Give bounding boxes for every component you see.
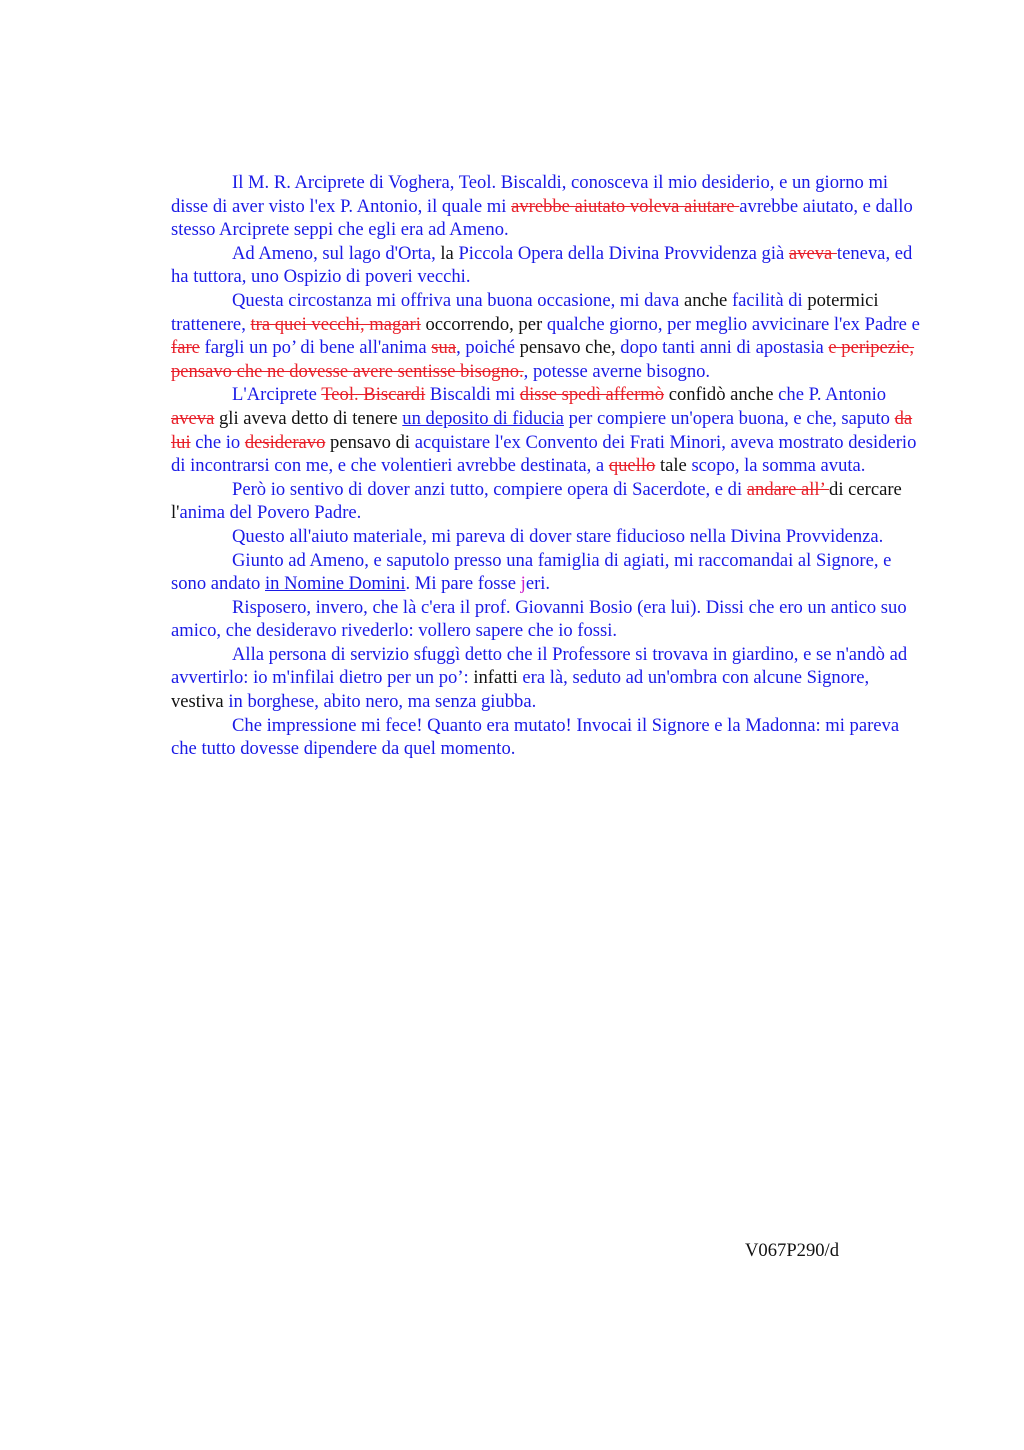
inserted-text: occorrendo, per [420, 313, 547, 335]
text-segment: teneva, ed ha tuttora, uno Ospizio di poveri vecchi. [171, 242, 913, 288]
deleted-text: quello [608, 455, 656, 477]
paragraph [171, 171, 923, 242]
inserted-text: gli aveva detto di tenere [214, 407, 403, 429]
inserted-text: la [440, 242, 459, 264]
paragraph [171, 242, 923, 289]
text-segment: fargli un po’ di bene all'anima [199, 337, 432, 359]
text-segment: Piccola Opera della Divina Provvidenza già [458, 242, 789, 264]
paragraph [171, 549, 923, 596]
inserted-text: anche [683, 289, 732, 311]
deleted-text: da lui [171, 407, 913, 453]
highlighted-letter: j [520, 573, 526, 595]
text-segment: era là, seduto ad un'ombra con alcune Signore, [522, 667, 870, 689]
text-segment: Però io sentivo di dover anzi tutto, compiere opera di Sacerdote, e di [232, 478, 747, 500]
deleted-text: aveva [171, 407, 215, 429]
deleted-text: andare all’ [746, 478, 830, 500]
text-segment: trattenere, [171, 313, 251, 335]
inserted-text: pensavo che, [519, 337, 621, 359]
page-reference-code: V067P290/d [745, 1240, 840, 1261]
text-segment: anima del Povero Padre. [179, 502, 362, 524]
inserted-text: potermici [807, 289, 879, 311]
deleted-text: desideravo [244, 431, 326, 453]
document-body [171, 171, 923, 761]
text-segment: scopo, la somma avuta. [691, 455, 866, 477]
text-segment: avrebbe aiutato, e dallo stesso Arciprete seppi che egli era ad Ameno. [171, 195, 913, 241]
text-segment: L'Arciprete [232, 384, 322, 406]
text-segment: Questo all'aiuto materiale, mi pareva di dover stare fiducioso nella Divina Provvidenza. [232, 525, 884, 547]
deleted-text: sua [431, 337, 457, 359]
inserted-text: di cercare l' [171, 478, 902, 524]
text-segment: in borghese, abito nero, ma senza giubba. [228, 691, 537, 713]
text-segment: qualche giorno, per meglio avvicinare l'ex Padre e [546, 313, 920, 335]
inserted-text: tale [655, 455, 692, 477]
text-segment: , poiché [456, 337, 520, 359]
deleted-text: disse spedì affermò [519, 384, 665, 406]
text-segment: Ad Ameno, sul lago d'Orta, [232, 242, 441, 264]
text-segment: che P. Antonio [778, 384, 887, 406]
deleted-text: tra quei vecchi, magari [250, 313, 421, 335]
paragraph [171, 478, 923, 525]
underlined-text: un deposito di fiducia [402, 407, 564, 429]
inserted-text: infatti [473, 667, 523, 689]
inserted-text: confidò anche [664, 384, 779, 406]
text-segment: acquistare l'ex Convento dei Frati Minori, aveva mostrato desiderio di incontrarsi con me, e che volentieri avrebbe destinata, a [171, 431, 917, 477]
underlined-text: in Nomine Domini [265, 573, 406, 595]
text-segment: Giunto ad Ameno, e saputolo presso una famiglia di agiati, mi raccomandai al Signore, e sono andato [171, 549, 892, 595]
text-segment: , potesse averne bisogno. [523, 360, 711, 382]
paragraph [171, 596, 923, 643]
text-segment: Il M. R. Arciprete di Voghera, Teol. Biscaldi, conosceva il mio desiderio, e un giorno mi disse di aver visto l'ex P. Antonio, il quale mi [171, 172, 889, 217]
deleted-text: e peripezie, pensavo che ne dovesse avere sentisse bisogno. [171, 337, 915, 382]
text-segment: . Mi pare fosse [405, 573, 521, 595]
inserted-text: pensavo di [325, 431, 415, 453]
inserted-text: vestiva [171, 691, 229, 713]
text-segment: eri. [525, 573, 551, 595]
paragraph [171, 643, 923, 714]
text-segment: facilità di [731, 289, 808, 311]
deleted-text: Teol. Biscardi [321, 384, 426, 406]
text-segment: che io [190, 431, 245, 453]
text-segment: Alla persona di servizio sfuggì detto che il Professore si trovava in giardino, e se n'andò ad avvertirlo: io m'infilai dietro per un po’: [171, 643, 908, 689]
paragraph [171, 525, 923, 549]
deleted-text: avrebbe aiutato voleva aiutare [511, 195, 740, 217]
deleted-text: aveva [788, 242, 837, 264]
text-segment: Che impressione mi fece! Quanto era mutato! Invocai il Signore e la Madonna: mi pareva che tutto dovesse dipendere da quel momento. [171, 714, 900, 760]
text-segment: per compiere un'opera buona, e che, saputo [563, 407, 895, 429]
paragraph [171, 289, 923, 383]
text-segment: Risposero, invero, che là c'era il prof. Giovanni Bosio (era lui). Dissi che ero un antico suo amico, che desideravo rivederlo: vollero sapere che io fossi. [171, 596, 907, 642]
text-segment: dopo tanti anni di apostasia [620, 337, 829, 359]
paragraph [171, 383, 923, 477]
deleted-text: fare [171, 337, 200, 359]
text-segment: Biscaldi mi [425, 384, 520, 406]
text-segment: Questa circostanza mi offriva una buona occasione, mi dava [232, 289, 684, 311]
paragraph [171, 714, 923, 761]
